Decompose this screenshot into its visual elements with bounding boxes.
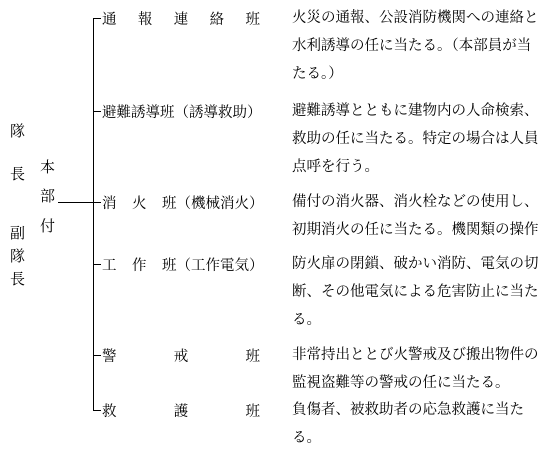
team-description-evacuation bbox=[292, 97, 550, 181]
description-line: 火災の通報、公設消防機関への連絡と bbox=[292, 10, 539, 26]
team-name-part: 火 bbox=[132, 196, 147, 212]
headquarters-char: 付 bbox=[40, 217, 56, 235]
chief-char: 隊 bbox=[10, 122, 26, 140]
team-name-part: 工 bbox=[102, 258, 117, 274]
description-line: 負傷者、被救助者の応急救護に当た bbox=[292, 402, 524, 418]
branch-tick bbox=[93, 355, 101, 356]
team-name-part: 絡 bbox=[209, 12, 225, 28]
description-line: 監視盗難等の警戒の任に当たる。 bbox=[292, 375, 510, 391]
team-description-notification bbox=[292, 4, 550, 88]
description-line: 救助の任に当たる。特定の場合は人員 bbox=[292, 131, 539, 147]
team-name-first-aid bbox=[102, 400, 260, 421]
team-name-part: 護 bbox=[173, 404, 189, 420]
team-name-part: 警 bbox=[102, 349, 117, 365]
team-name-part: 戒 bbox=[173, 349, 189, 365]
team-description-firefighting bbox=[292, 188, 550, 244]
team-name-part: 作 bbox=[132, 258, 147, 274]
team-name-security bbox=[102, 345, 260, 366]
team-name-part: 班（工作電気） bbox=[162, 258, 264, 274]
description-line: 初期消火の任に当たる。機関類の操作 bbox=[292, 222, 539, 238]
description-line: る。 bbox=[292, 430, 321, 446]
team-name-notification bbox=[102, 8, 260, 29]
description-line: 点呼を行う。 bbox=[292, 159, 379, 175]
vice-chief-char: 副 bbox=[10, 224, 26, 242]
team-name-part: 班 bbox=[245, 404, 260, 420]
team-name-part: 班 bbox=[245, 349, 260, 365]
team-name-part: 連 bbox=[173, 12, 189, 28]
description-line: 備付の消火器、消火栓などの使用し、 bbox=[292, 194, 539, 210]
team-description-first-aid bbox=[292, 396, 550, 452]
team-name-part: 通 bbox=[102, 12, 117, 28]
branch-tick bbox=[93, 202, 101, 203]
description-line: 非常持出ととび火警戒及び搬出物件の bbox=[292, 347, 539, 363]
vice-chief-char: 隊 bbox=[10, 247, 26, 265]
team-name-part: 報 bbox=[137, 12, 153, 28]
team-name-evacuation bbox=[102, 101, 260, 122]
branch-tick bbox=[93, 111, 101, 112]
team-name-part: 救 bbox=[102, 404, 117, 420]
branch-tick bbox=[93, 18, 101, 19]
vice-chief-char: 長 bbox=[10, 270, 26, 288]
description-line: 断、その他電気による危害防止に当た bbox=[292, 284, 539, 300]
team-description-security bbox=[292, 341, 550, 397]
headquarters-char: 本 bbox=[40, 158, 56, 176]
branch-tick bbox=[93, 264, 101, 265]
description-line: たる。） bbox=[292, 66, 343, 82]
chief-char: 長 bbox=[10, 165, 26, 183]
branch-tick bbox=[93, 410, 101, 411]
branch-vertical-line bbox=[93, 18, 94, 411]
description-line: 避難誘導とともに建物内の人命検索、 bbox=[292, 103, 539, 119]
headquarters-char: 部 bbox=[40, 187, 56, 205]
description-line: る。 bbox=[292, 312, 321, 328]
description-line: 防火扉の閉鎖、破かい消防、電気の切 bbox=[292, 256, 539, 272]
team-name-part: 班 bbox=[245, 12, 260, 28]
team-name-part: 避難誘導班（誘導救助） bbox=[102, 105, 262, 121]
headquarters-connector-line bbox=[58, 202, 94, 203]
team-description-engineering bbox=[292, 250, 550, 334]
description-line: 水利誘導の任に当たる。（本部員が当 bbox=[292, 38, 532, 54]
team-name-part: 班（機械消火） bbox=[162, 196, 264, 212]
team-name-part: 消 bbox=[102, 196, 117, 212]
